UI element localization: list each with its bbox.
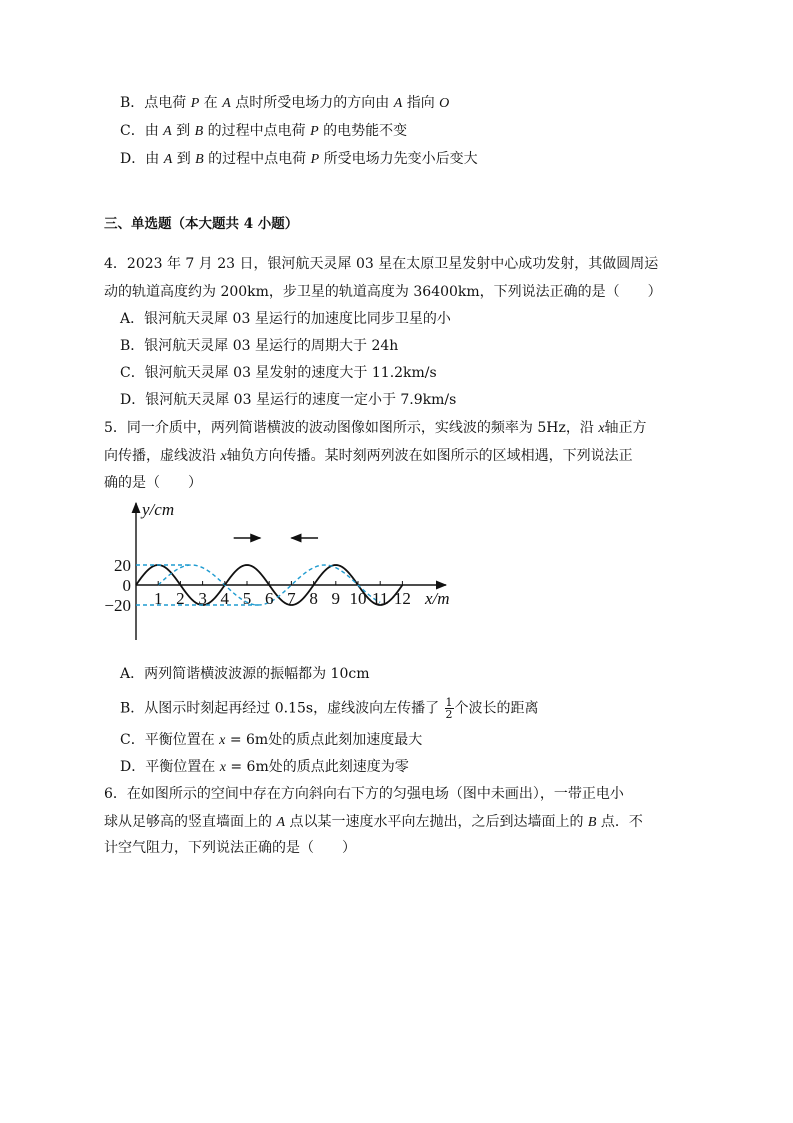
q4-option-a: A．银河航天灵犀 03 星运行的加速度比同步卫星的小 [120,311,451,327]
x-tick-label: 11 [372,589,389,608]
x-tick-label: 2 [176,589,185,608]
q5-line3: 确的是（ ） [104,475,202,491]
q5-option-a: A．两列简谐横波波源的振幅都为 10cm [120,666,370,682]
y-tick-label: 20 [114,556,131,575]
q5-line2: 向传播，虚线波沿 x轴负方向传播。某时刻两列波在如图所示的区域相遇，下列说法正 [104,448,633,464]
wave-chart [104,495,460,645]
section-title: 三、单选题（本大题共 4 小题） [104,216,299,232]
x-axis-label: x/m [425,589,450,608]
x-tick-label: 6 [264,589,274,608]
option-b-prev: B．点电荷 P 在 A 点时所受电场力的方向由 A 指向 O [120,95,450,111]
q5-option-c: C．平衡位置在 x = 6m处的质点此刻加速度最大 [120,732,423,748]
q4-option-d: D．银河航天灵犀 03 星运行的速度一定小于 7.9km/s [120,392,457,408]
q5-option-b: B．从图示时刻起再经过 0.15s，虚线波向左传播了 $\frac{1}{2}$ 个波长的距离 [120,696,539,721]
y-tick-label: −20 [104,596,131,615]
q6-line2: 球从足够高的竖直墙面上的 A 点以某一速度水平向左抛出，之后到达墙面上的 B 点．不 [104,814,643,830]
q4-option-b: B．银河航天灵犀 03 星运行的周期大于 24h [120,338,399,354]
q4-line2: 动的轨道高度约为 200km，步卫星的轨道高度为 36400km，下列说法正确的是（ ） [104,284,662,300]
q6-line1: 6．在如图所示的空间中存在方向斜向右下方的匀强电场（图中未画出），一带正电小 [104,786,624,802]
q6-line3: 计空气阻力，下列说法正确的是（ ） [104,840,356,856]
x-tick-label: 7 [287,589,296,608]
x-tick-label: 10 [349,589,367,608]
chart-ticks [104,500,449,615]
x-tick-label: 5 [242,589,252,608]
fraction-half: $\frac{1}{2}$ [445,696,453,721]
q5-line1: 5．同一介质中，两列简谐横波的波动图像如图所示，实线波的频率为 5Hz，沿 x轴正方 [104,420,647,436]
option-c-prev: C．由 A 到 B 的过程中点电荷 P 的电势能不变 [120,123,408,139]
chart-axes [136,503,446,640]
x-tick-label: 8 [309,589,318,608]
y-axis-label: y/cm [142,500,175,519]
x-tick-label: 3 [198,589,207,608]
q5-option-d: D．平衡位置在 x = 6m处的质点此刻速度为零 [120,759,409,775]
x-tick-label: 9 [331,589,341,608]
q4-option-c: C．银河航天灵犀 03 星发射的速度大于 11.2km/s [120,365,437,381]
x-tick-label: 4 [220,589,230,608]
option-d-prev: D．由 A 到 B 的过程中点电荷 P 所受电场力先变小后变大 [120,151,478,167]
x-tick-label: 1 [153,589,163,608]
x-tick-label: 12 [393,589,411,608]
q4-line1: 4．2023 年 7 月 23 日，银河航天灵犀 03 星在太原卫星发射中心成功发射，其做圆周运 [104,256,659,272]
y-tick-label: 0 [122,576,131,595]
